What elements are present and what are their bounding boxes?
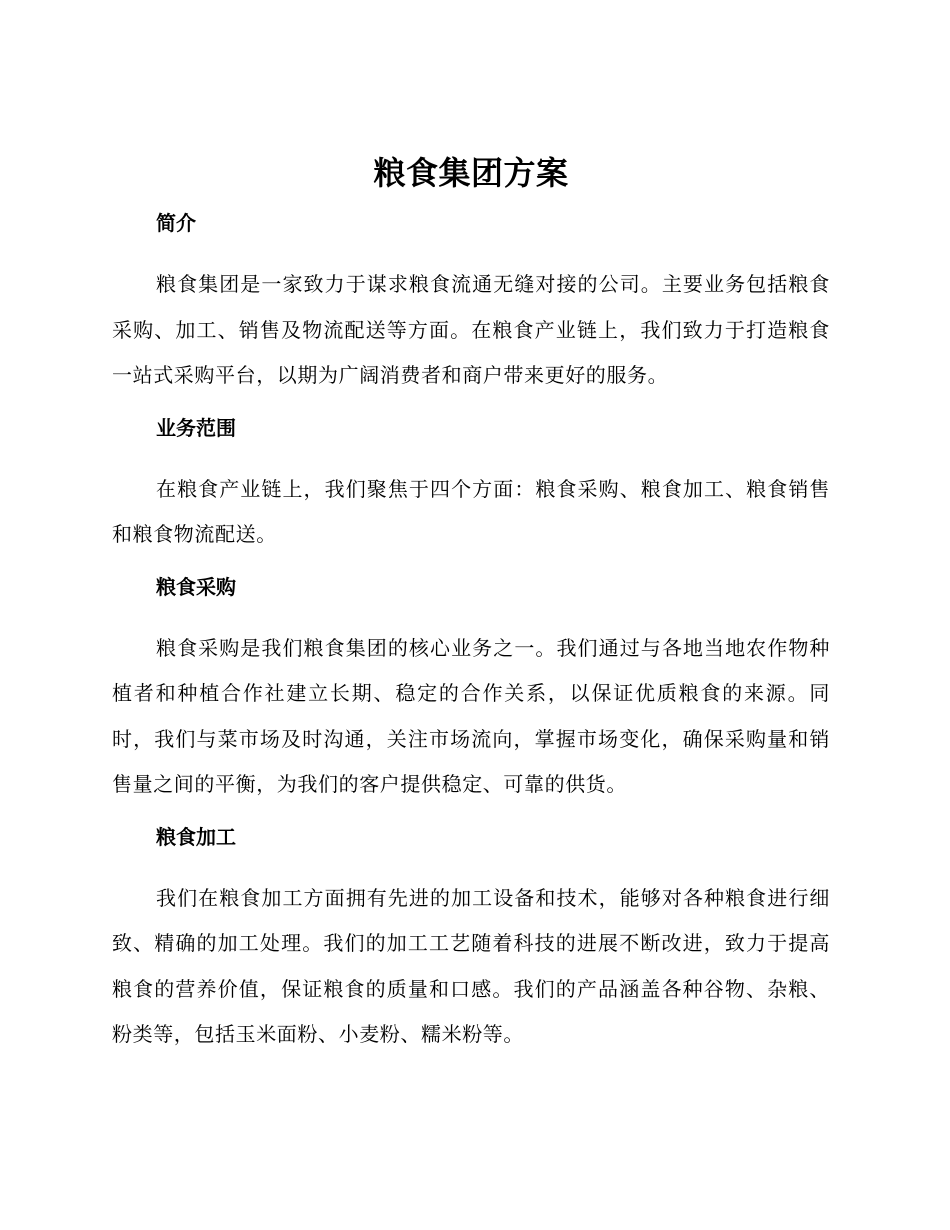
section-body-intro: 粮食集团是一家致力于谋求粮食流通无缝对接的公司。主要业务包括粮食采购、加工、销售及物流配送等方面。在粮食产业链上，我们致力于打造粮食一站式采购平台，以期为广阔消费者和商户带来更好的服务。 (112, 272, 830, 387)
document-title: 粮食集团方案 (373, 154, 569, 192)
section-body-grain-procurement: 粮食采购是我们粮食集团的核心业务之一。我们通过与各地当地农作物种植者和种植合作社建立长期、稳定的合作关系，以保证优质粮食的来源。同时，我们与菜市场及时沟通，关注市场流向，掌握市场变化，确保采购量和销售量之间的平衡，为我们的客户提供稳定、可靠的供货。 (112, 635, 830, 796)
section-heading-grain-processing: 粮食加工 (156, 824, 236, 849)
section-body-grain-processing: 我们在粮食加工方面拥有先进的加工设备和技术，能够对各种粮食进行细致、精确的加工处理。我们的加工工艺随着科技的进展不断改进，致力于提高粮食的营养价值，保证粮食的质量和口感。我们的产品涵盖各种谷物、杂粮、粉类等，包括玉米面粉、小麦粉、糯米粉等。 (112, 885, 830, 1046)
section-body-business-scope: 在粮食产业链上，我们聚焦于四个方面：粮食采购、粮食加工、粮食销售和粮食物流配送。 (112, 476, 830, 546)
document-content (112, 148, 830, 1058)
section-heading-grain-procurement: 粮食采购 (156, 574, 236, 599)
section-heading-intro: 简介 (156, 211, 196, 235)
section-heading-business-scope: 业务范围 (156, 415, 236, 440)
